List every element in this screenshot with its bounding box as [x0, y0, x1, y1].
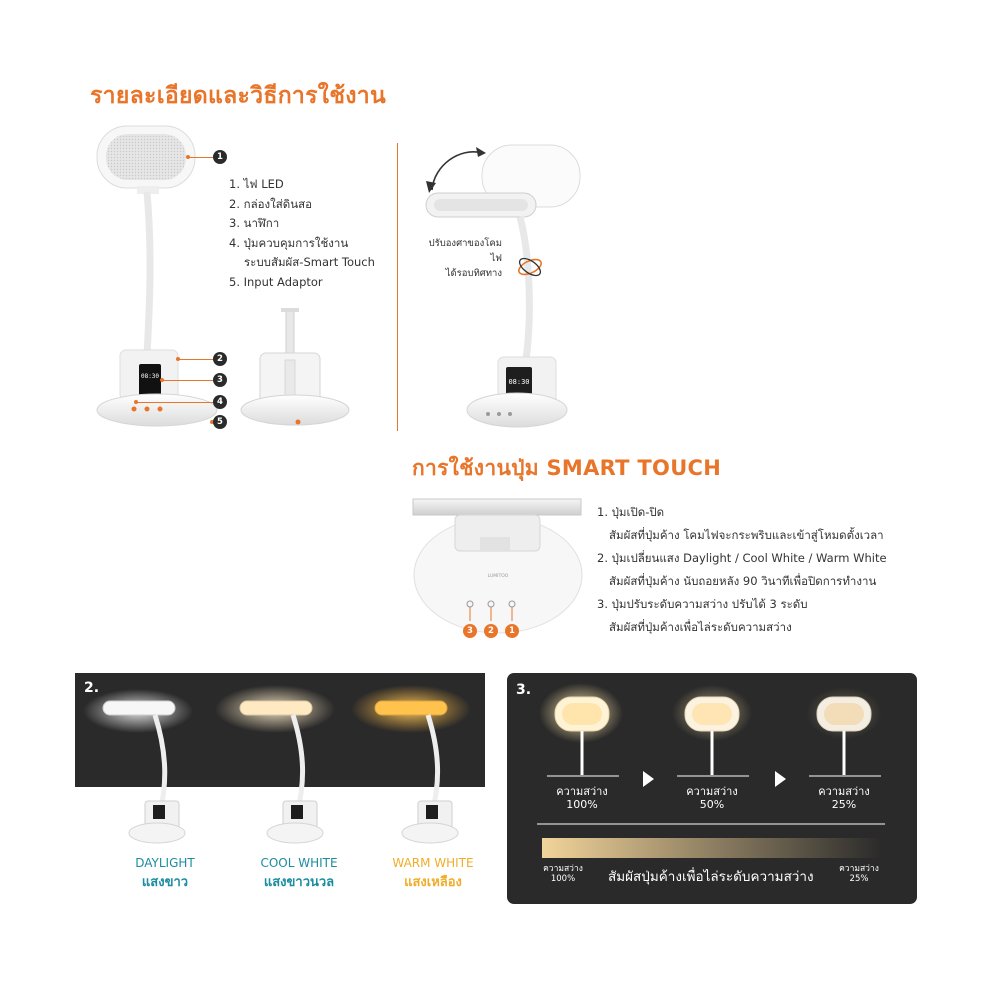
part-item: 4. ปุ่มควบคุมการใช้งาน [229, 235, 349, 250]
badge-2: 2 [213, 352, 227, 366]
instruction-detail: สัมผัสที่ปุ่มค้าง โคมไฟจะกระพริบและเข้าสู่โหมดตั้งเวลา [609, 528, 884, 542]
level-label: ความสว่าง [556, 785, 608, 798]
instruction-detail: สัมผัสที่ปุ่มค้าง นับถอยหลัง 90 วินาทีเพื่อปิดการทำงาน [609, 574, 877, 588]
parts-list [229, 175, 375, 292]
pen-holder-detail [240, 305, 355, 430]
mode-warmwhite-th: แสงเหลือง [404, 875, 462, 890]
level-25 [804, 785, 884, 811]
gradient-right-text: ความสว่าง [839, 864, 879, 874]
level-50 [672, 785, 752, 811]
svg-text:08:30: 08:30 [140, 373, 160, 380]
section-title-smart-touch: การใช้งานปุ่ม SMART TOUCH [412, 456, 722, 480]
instruction-item: 1. ปุ่มเปิด-ปิด [597, 505, 665, 519]
touch-badge-2: 2 [484, 624, 498, 638]
level-label: ความสว่าง [818, 785, 870, 798]
adjust-angle-note [418, 236, 502, 281]
panel2-number: 2. [84, 680, 100, 696]
lamp-diagram [92, 120, 242, 435]
mode-daylight-th: แสงขาว [141, 875, 189, 890]
gradient-caption: สัมผัสปุ่มค้างเพื่อไล่ระดับความสว่าง [608, 869, 814, 885]
part-item: 5. Input Adaptor [229, 274, 323, 289]
smart-touch-instructions [597, 501, 887, 639]
panel3-number: 3. [516, 682, 532, 698]
instruction-detail: สัมผัสที่ปุ่มค้างเพื่อไล่ระดับความสว่าง [609, 620, 792, 634]
adjust-line: ได้รอบทิศทาง [445, 268, 502, 279]
badge-5: 5 [213, 415, 227, 429]
part-item: 3. นาฬิกา [229, 216, 280, 230]
level-value: 25% [831, 798, 857, 811]
level-label: ความสว่าง [686, 785, 738, 798]
brand-mark: LUMITOO [487, 574, 509, 579]
gradient-left-label [533, 864, 593, 884]
part-item-sub: ระบบสัมผัส-Smart Touch [244, 255, 375, 269]
instruction-item: 2. ปุ่มเปลี่ยนแสง Daylight / Cool White / Warm White [597, 551, 887, 565]
touch-badge-3: 3 [463, 624, 477, 638]
gradient-left-value: 100% [550, 874, 576, 884]
badge-1: 1 [213, 150, 227, 164]
svg-text:08:30: 08:30 [508, 378, 530, 386]
badge-3: 3 [213, 373, 227, 387]
part-item: 1. ไฟ LED [229, 177, 284, 191]
smart-touch-closeup [410, 497, 585, 637]
section-divider [397, 143, 398, 431]
mode-coolwhite-en: COOL WHITE [260, 856, 338, 870]
mode-coolwhite-th: แสงขาวนวล [263, 875, 335, 890]
gradient-right-value: 25% [849, 874, 869, 884]
mode-daylight-en: DAYLIGHT [135, 856, 195, 870]
section-title-details: รายละเอียดและวิธีการใช้งาน [90, 83, 387, 109]
level-100 [542, 785, 622, 811]
rotating-lamp-diagram [420, 135, 590, 435]
level-value: 50% [699, 798, 725, 811]
instruction-item: 3. ปุ่มปรับระดับความสว่าง ปรับได้ 3 ระดับ [597, 597, 808, 611]
touch-badge-1: 1 [505, 624, 519, 638]
level-value: 100% [566, 798, 598, 811]
gradient-right-label [829, 864, 889, 884]
part-item: 2. กล่องใส่ดินสอ [229, 196, 313, 211]
mode-warmwhite-en: WARM WHITE [392, 856, 474, 870]
adjust-line: ปรับองศาของโคมไฟ [428, 238, 502, 264]
gradient-left-text: ความสว่าง [543, 864, 583, 874]
light-mode-lamps [75, 673, 485, 853]
brightness-gradient-bar [542, 838, 882, 858]
badge-4: 4 [213, 395, 227, 409]
